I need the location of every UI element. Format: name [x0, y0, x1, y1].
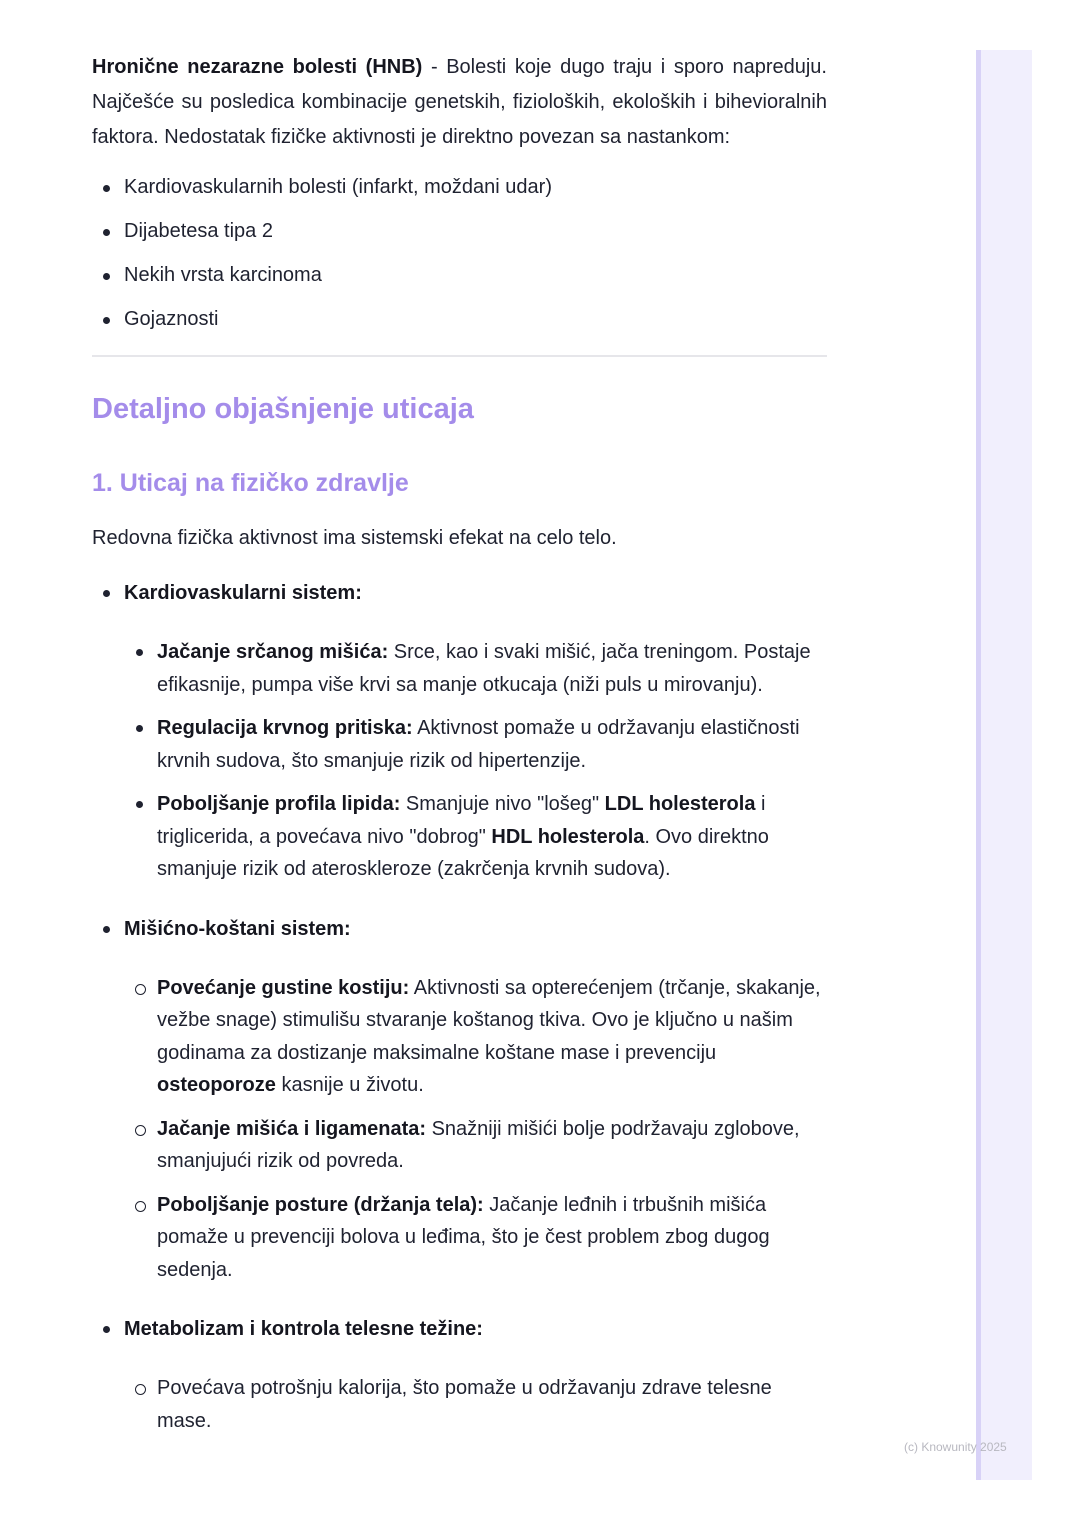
item-label: Jačanje mišića i ligamenata:	[157, 1117, 427, 1140]
side-panel	[976, 50, 1032, 1480]
side-panel-border	[976, 50, 981, 1480]
item-bold: HDL holesterola	[491, 825, 645, 848]
list-item: Kardiovaskularnih bolesti (infarkt, moždani udar)	[92, 176, 827, 199]
subsection-intro: Redovna fizička aktivnost ima sistemski efekat na celo telo.	[92, 527, 617, 549]
intro-paragraph	[92, 50, 827, 155]
topic-musculo-heading: Mišićno-koštani sistem:	[92, 917, 827, 941]
disease-list	[92, 176, 827, 331]
item-text: i triglicerida, a povećava nivo "dobrog"	[157, 793, 766, 848]
cardio-list	[92, 636, 827, 886]
subsection-title: 1. Uticaj na fizičko zdravlje	[92, 469, 409, 497]
divider	[92, 355, 827, 357]
topic-metabolism-heading: Metabolizam i kontrola telesne težine:	[92, 1317, 827, 1341]
item-label: Regulacija krvnog pritiska:	[157, 717, 413, 739]
item-text: kasnije u životu.	[275, 1074, 424, 1096]
metabolism-list	[92, 1372, 827, 1437]
item-label: Poboljšanje profila lipida:	[157, 793, 401, 815]
list-item: Povećava potrošnju kalorija, što pomaže u održavanju zdrave telesne mase.	[157, 1372, 827, 1437]
list-item	[157, 1113, 827, 1178]
list-item: Dijabetesa tipa 2	[92, 220, 827, 243]
item-text: Aktivnosti sa opterećenjem (trčanje, skakanje, vežbe snage) stimulišu stvaranje koštanog tkiva. Ovo je ključno u našim godinama za dostizanje maksimalne koštane mase i prevenciju	[157, 976, 821, 1064]
musculo-list	[92, 972, 827, 1287]
item-text: Aktivnost pomaže u održavanju elastičnosti krvnih sudova, što smanjuje rizik od hipertenzije.	[157, 717, 800, 772]
list-item	[157, 1189, 827, 1287]
list-item: Gojaznosti	[92, 308, 827, 331]
section-title: Detaljno objašnjenje uticaja	[92, 393, 474, 425]
topic-cardio-heading: Kardiovaskularni sistem:	[92, 581, 827, 605]
item-text: Snažniji mišići bolje podržavaju zglobove, smanjujući rizik od povreda.	[157, 1117, 800, 1172]
item-text: . Ovo direktno smanjuje rizik od ateroskleroze (zakrčenja krvnih sudova).	[157, 825, 769, 880]
item-label: Jačanje srčanog mišića:	[157, 641, 389, 663]
item-text: Smanjuje nivo "lošeg"	[400, 793, 605, 815]
list-item	[157, 788, 827, 886]
intro-text: - Bolesti koje dugo traju i sporo napreduju. Najčešće su posledica kombinacije genetskih, fizioloških, ekoloških i bihevioralnih faktora. Nedostatak fizičke aktivnosti je direktno povezan sa nastankom:	[92, 56, 827, 148]
item-text: Jačanje leđnih i trbušnih mišića pomaže u prevenciji bolova u leđima, što je čest problem zbog dugog sedenja.	[157, 1193, 770, 1281]
document-body	[92, 50, 827, 1448]
item-label: Poboljšanje posture (držanja tela):	[157, 1193, 484, 1216]
item-bold: LDL holesterola	[604, 793, 756, 815]
list-item	[157, 972, 827, 1102]
item-text: Srce, kao i svaki mišić, jača treningom. Postaje efikasnije, pumpa više krvi sa manje otkucaja (niži puls u mirovanju).	[157, 641, 811, 696]
list-item: Nekih vrsta karcinoma	[92, 264, 827, 287]
item-bold: osteoporoze	[157, 1074, 276, 1096]
list-item	[157, 712, 827, 777]
list-item	[157, 636, 827, 701]
intro-term: Hronične nezarazne bolesti (HNB)	[92, 56, 423, 78]
item-label: Povećanje gustine kostiju:	[157, 976, 410, 999]
copyright-notice: (c) Knowunity 2025	[904, 1440, 1007, 1454]
